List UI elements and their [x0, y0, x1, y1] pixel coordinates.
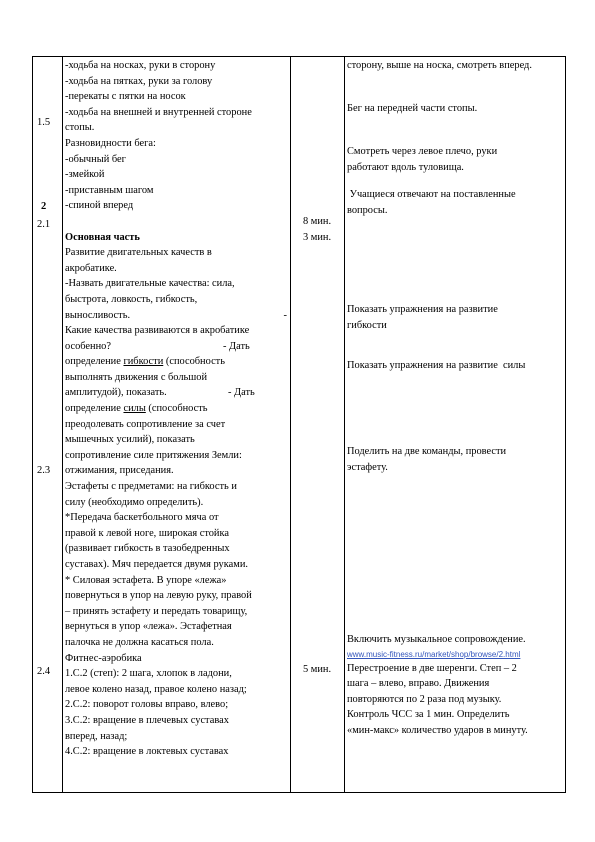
col-divider-1: [62, 56, 63, 793]
content-line: силу (необходимо определить).: [65, 496, 204, 508]
note-line: Показать упражнения на развитие силы: [347, 360, 526, 371]
content-line: -обычный бег: [65, 153, 126, 165]
content-line: [65, 214, 287, 230]
note-line: работают вдоль туловища.: [347, 161, 464, 173]
content-line: мышечных усилий), показать: [65, 434, 195, 446]
content-line: -спиной вперед: [65, 200, 134, 212]
content-text: (способность: [165, 356, 225, 368]
content-line: правой к левой ноге, широкая стойка: [65, 527, 229, 539]
underlined-term: силы: [123, 403, 146, 415]
content-line: Разновидности бега:: [65, 137, 156, 149]
notes-cell: [347, 58, 563, 74]
notes-cell: [347, 101, 563, 117]
table-right-border: [565, 56, 566, 793]
music-link[interactable]: www.music-fitness.ru/market/shop/browse/2.html: [347, 649, 521, 659]
content-text: - Дать: [223, 340, 250, 352]
content-line: быстрота, ловкость, гибкость,: [65, 293, 198, 305]
underlined-term: гибкости: [123, 356, 164, 368]
duration-value: 3 мин.: [302, 231, 332, 243]
content-line: -Назвать двигательные качества: сила,: [65, 278, 235, 290]
note-line: Включить музыкальное сопровождение.: [347, 634, 526, 645]
content-line: – принять эстафету и передать товарищу,: [65, 605, 248, 617]
notes-cell: [347, 144, 563, 175]
lesson-content: [65, 58, 287, 760]
content-line: [65, 354, 287, 370]
duration-cell: [291, 662, 343, 678]
note-line: гибкости: [347, 319, 387, 331]
content-text: определение: [65, 356, 121, 368]
content-line: стопы.: [65, 122, 95, 134]
col-divider-2: [290, 56, 291, 793]
content-line: сопротивление силе притяжения Земли:: [65, 449, 242, 461]
note-line: Смотреть через левое плечо, руки: [347, 146, 498, 157]
content-line: суставах). Мяч передается двумя руками.: [65, 559, 248, 570]
content-text: - Дать: [228, 387, 255, 399]
content-line: -ходьба на носках, руки в сторону: [65, 60, 216, 71]
duration-cell: [291, 214, 343, 245]
table-top-border: [32, 56, 566, 57]
note-line: сторону, выше на носка, смотреть вперед.: [347, 60, 532, 71]
note-line: Бег на передней части стопы.: [347, 103, 478, 114]
section-title: Основная часть: [65, 231, 140, 243]
note-line: повторяются по 2 раза под музыку.: [347, 693, 502, 705]
link-row: [347, 648, 563, 661]
content-line: вперед, назад;: [65, 730, 128, 742]
note-line: Показать упражнения на развитие: [347, 304, 498, 315]
content-line: 3.С.2: вращение в плечевых суставах: [65, 714, 229, 726]
content-line: отжимания, приседания.: [65, 465, 174, 477]
content-line: повернуться в упор на левую руку, правой: [65, 590, 252, 602]
content-line: 4.С.2: вращение в локтевых суставах: [65, 746, 229, 758]
content-line: вернуться в упор «лежа». Эстафетная: [65, 621, 232, 633]
content-line: акробатике.: [65, 262, 117, 274]
section-number: 2: [41, 201, 47, 212]
duration-value: 5 мин.: [302, 664, 332, 675]
content-line: Фитнес-аэробика: [65, 652, 142, 664]
duration-value: 8 мин.: [302, 216, 332, 227]
notes-cell: [347, 632, 563, 739]
content-text: определение: [65, 403, 121, 415]
note-line: Учащиеся отвечают на поставленные: [347, 189, 516, 200]
notes-cell: [347, 444, 563, 475]
table-bottom-border: [32, 792, 566, 793]
content-line: (развивает гибкость в тазобедренных: [65, 543, 230, 555]
content-text: -: [283, 309, 287, 321]
content-line: [65, 401, 287, 417]
col-divider-3: [344, 56, 345, 793]
content-line: Эстафеты с предметами: на гибкость и: [65, 481, 237, 493]
content-line: левое колено назад, правое колено назад;: [65, 683, 247, 695]
item-number: 2.1: [37, 219, 51, 230]
content-line: палочка не должна касаться пола.: [65, 636, 214, 648]
content-text: амплитудой), показать.: [65, 387, 167, 399]
content-line: выполнять движения с большой: [65, 371, 208, 383]
content-line: [65, 385, 287, 401]
content-line: *Передача баскетбольного мяча от: [65, 512, 219, 524]
content-line: -змейкой: [65, 169, 105, 181]
item-number: 2.4: [37, 666, 51, 677]
note-line: «мин-макс» количество ударов в минуту.: [347, 724, 528, 736]
content-text: выносливость.: [65, 309, 131, 321]
content-line: преодолевать сопротивление за счет: [65, 418, 226, 430]
content-line: Какие качества развиваются в акробатике: [65, 325, 250, 337]
content-line: -перекаты с пятки на носок: [65, 91, 186, 103]
lesson-table: [32, 56, 566, 793]
note-line: Поделить на две команды, провести: [347, 446, 507, 457]
content-line: -ходьба на пятках, руки за голову: [65, 75, 213, 87]
note-line: эстафету.: [347, 461, 388, 473]
content-text: (способность: [148, 403, 208, 415]
note-line: Контроль ЧСС за 1 мин. Определить: [347, 709, 510, 721]
content-line: Развитие двигательных качеств в: [65, 247, 212, 259]
content-line: * Силовая эстафета. В упоре «лежа»: [65, 574, 227, 586]
content-line: -приставным шагом: [65, 184, 154, 196]
content-line: [65, 308, 287, 324]
note-line: шага – влево, вправо. Движения: [347, 678, 490, 690]
notes-cell: [347, 358, 563, 374]
note-line: Перестроение в две шеренги. Степ – 2: [347, 662, 517, 674]
content-line: [65, 339, 287, 355]
notes-cell: [347, 187, 563, 218]
item-number: 2.3: [37, 465, 51, 476]
item-number: 1.5: [37, 117, 51, 128]
content-line: -ходьба на внешней и внутренней стороне: [65, 106, 252, 118]
content-line: 1.С.2 (степ): 2 шага, хлопок в ладони,: [65, 668, 232, 680]
notes-cell: [347, 302, 563, 333]
table-left-border: [32, 56, 33, 793]
content-line: 2.С.2: поворот головы вправо, влево;: [65, 699, 229, 711]
content-text: особенно?: [65, 340, 111, 352]
note-line: вопросы.: [347, 204, 388, 216]
